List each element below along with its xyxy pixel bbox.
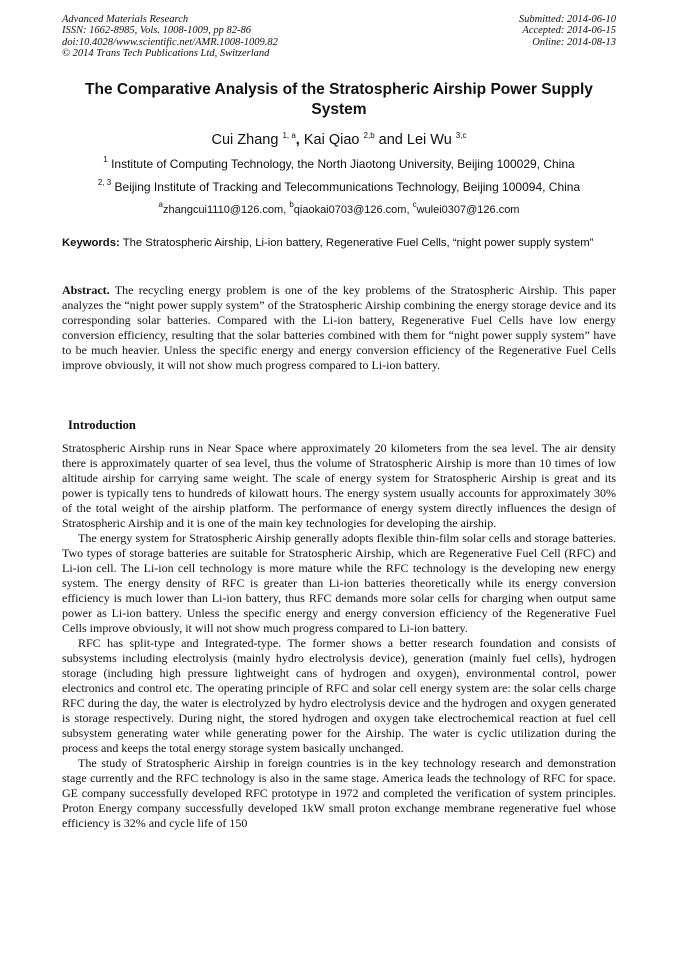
email-address: wulei0307@126.com [416, 204, 520, 216]
author-list [62, 131, 616, 149]
author-name: Cui Zhang [211, 132, 279, 148]
journal-name: Advanced Materials Research [62, 14, 189, 25]
affiliation-mark: 1 [103, 155, 108, 164]
paper-title: The Comparative Analysis of the Stratospheric Airship Power Supply System [85, 81, 593, 118]
abstract-text: The recycling energy problem is one of the key problems of the Stratospheric Airship. This paper analyzes the “night power supply system” of the Stratospheric Airship combining the energy storage device and its corresponding solar batteries. Compared with the Li-ion battery, Regenerative Fuel Cells have low energy conversion efficiency, resulting that the solar batteries combined with them for “night power supply system” have to be much heavier. Unless the specific energy and energy conversion efficiency of the Regenerative Fuel Cells improve obviously, it will not show much progress compared to Li-ion battery. [62, 283, 616, 372]
author-separator: and [374, 132, 407, 148]
submitted-date: Submitted: 2014-06-10 [518, 14, 616, 25]
abstract [62, 283, 616, 373]
paragraph: Stratospheric Airship runs in Near Space where approximately 20 kilometers from the sea level. The air density there is approximately quarter of sea level, thus the volume of Stratospheric Airship is more than 10 times of low altitude airship for carrying same weight. The scale of energy system for Stratospheric Airship is great and its power is typically tens to hundreds of kilowatt hours. The energy system usually accounts for approximately 30% of the total weight of the airship platform. The performance of energy system directly influences the design of Stratospheric Airship and it is one of the main key technologies for developing the airship. [62, 441, 616, 530]
affiliation-mark: 2, 3 [97, 178, 112, 187]
keywords-label: Keywords: [62, 237, 120, 249]
journal-copyright: © 2014 Trans Tech Publications Ltd, Switzerland [62, 48, 270, 60]
paragraph: The energy system for Stratospheric Airship generally adopts flexible thin-film solar cells and storage batteries. Two types of storage batteries are suitable for Stratospheric Airship, which are Regenerative Fuel Cell (RFC) and Li-ion cell. The Li-ion cell technology is more mature while the RFC technology is the developing new energy system. The energy density of RFC is greater than Li-ion batteries theoretically while its energy conversion efficiency is much lower than Li-ion battery, thus RFC demands more solar cells for charging when output same power as Li-ion battery. Unless the specific energy and energy conversion efficiency of the Regenerative Fuel Cells improve obviously, it will not show much progress compared to Li-ion battery. [62, 531, 616, 635]
journal-info [62, 14, 278, 60]
online-date: Online: 2014-08-13 [532, 36, 616, 48]
affiliation-2 [62, 180, 616, 195]
accepted-date: Accepted: 2014-06-15 [522, 25, 616, 37]
email-address: qiaokai0703@126.com, [293, 204, 413, 216]
email-mark: a [158, 200, 163, 209]
author-separator: , [295, 132, 304, 148]
journal-doi: doi:10.4028/www.scientific.net/AMR.1008-1009.82 [62, 36, 278, 48]
author-name: Kai Qiao [303, 132, 360, 148]
publication-dates [519, 14, 616, 48]
paragraph: The study of Stratospheric Airship in foreign countries is in the key technology research and demonstration stage currently and the RFC technology is also in the same stage. America leads the technology of RFC for space. GE company successfully developed RFC prototype in 1972 and completed the verification of system principles. Proton Energy company successfully developed 1kW small proton exchange membrane regenerative fuel whose efficiency is 32% and cycle life of 150 [62, 756, 616, 830]
email-mark: b [289, 200, 294, 209]
author-affiliation-mark: 2,b [363, 131, 375, 140]
paragraph: RFC has split-type and Integrated-type. The former shows a better research foundation and consists of subsystems including electrolysis (mainly hydro electrolysis device), generation (mainly fuel cells), hydrogen storage (including high pressure lightweight cans of hydrogen and oxygen), environmental control, power electronics and control etc. The operating principle of RFC and solar cell energy system are: the solar cells charge RFC during the day, the water is electrolyzed by hydro electrolysis device and the hydrogen and oxygen generated is storage respectively. During night, the stored hydrogen and oxygen take electrochemical reaction at fuel cell subsystem generating water while generating power for the Airship. The water is cyclic utilization during the process and keeps the total energy storage system basically unchanged. [62, 636, 616, 755]
author-affiliation-mark: 1, a [282, 131, 296, 140]
author-emails [62, 200, 616, 218]
abstract-label: Abstract. [62, 283, 110, 297]
journal-issn: ISSN: 1662-8985, Vols. 1008-1009, pp 82-86 [62, 25, 251, 37]
email-mark: c [412, 200, 417, 209]
keywords [62, 236, 616, 251]
affiliation-text: Institute of Computing Technology, the North Jiaotong University, Beijing 100029, China [111, 157, 575, 171]
email-address: zhangcui1110@126.com, [162, 204, 290, 216]
keywords-text: The Stratospheric Airship, Li-ion battery, Regenerative Fuel Cells, “night power supply system” [122, 237, 594, 249]
author-affiliation-mark: 3,c [455, 131, 467, 140]
author-name: Lei Wu [406, 132, 452, 148]
affiliation-1 [62, 157, 616, 172]
introduction-body [62, 441, 616, 831]
affiliation-text: Beijing Institute of Tracking and Telecommunications Technology, Beijing 100094, China [114, 180, 581, 194]
section-heading-introduction: Introduction [68, 418, 136, 432]
